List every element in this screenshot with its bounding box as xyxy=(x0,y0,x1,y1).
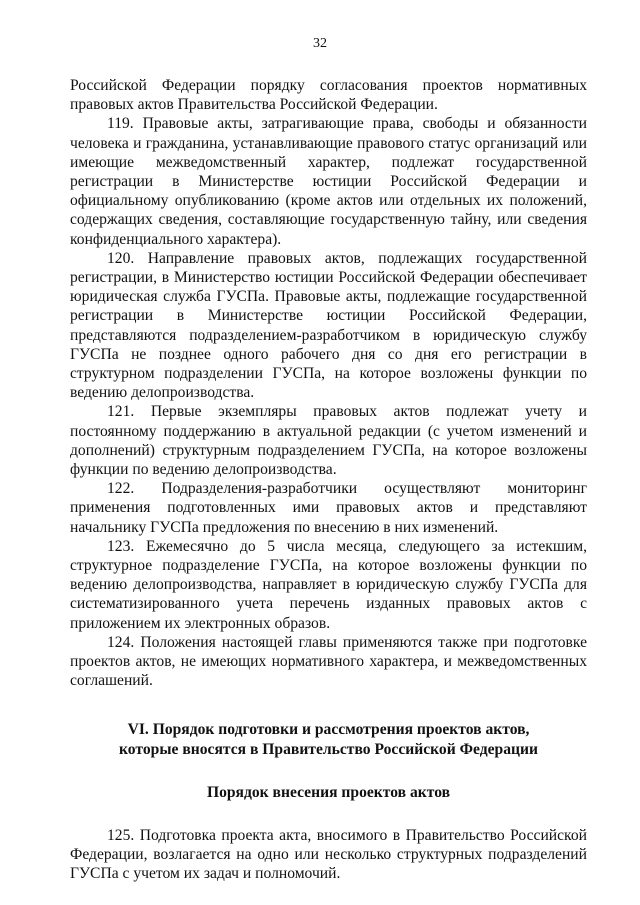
section-heading xyxy=(70,720,587,760)
paragraph-continuation: Российской Федерации порядку согласования проектов нормативных правовых актов Правительства Российской Федерации. xyxy=(70,77,587,114)
paragraph-120: 120. Направление правовых актов, подлежащих государственной регистрации, в Министерство юстиции Российской Федерации обеспечивает юридическая служба ГУСПа. Правовые акты, подлежащие государственной регистрации в Министерстве юстиции Российской Федерации, представляются подразделением-разработчиком в юридическую службу ГУСПа не позднее одного рабочего дня со дня его регистрации в структурном подразделении ГУСПа, на которое возложены функции по ведению делопроизводства. xyxy=(70,249,587,402)
page-number: 32 xyxy=(313,36,327,51)
paragraph-119: 119. Правовые акты, затрагивающие права, свободы и обязанности человека и гражданина, устанавливающие правового статус организаций или имеющие межведомственный характер, подлежат государственной регистрации в Министерстве юстиции Российской Федерации и официальному опубликованию (кроме актов или отдельных их положений, содержащих сведения, составляющие государственную тайну, или сведения конфиденциального характера). xyxy=(70,115,587,248)
paragraph-123: 123. Ежемесячно до 5 числа месяца, следующего за истекшим, структурное подразделение ГУСПа, на которое возложены функции по ведению делопроизводства, направляет в юридическую службу ГУСПа для систематизированного учета перечень изданных правовых актов с приложением их электронных образов. xyxy=(70,537,587,632)
paragraph-124: 124. Положения настоящей главы применяются также при подготовке проектов актов, не имеющих нормативного характера, и межведомственных соглашений. xyxy=(70,633,587,690)
paragraph-122: 122. Подразделения-разработчики осуществляют мониторинг применения подготовленных ими правовых актов и представляют начальнику ГУСПа предложения по внесению в них изменений. xyxy=(70,480,587,536)
section-heading-line-2: которые вносятся в Правительство Российской Федерации xyxy=(119,740,538,758)
page-content xyxy=(70,76,587,883)
section-heading-line-1: VI. Порядок подготовки и рассмотрения проектов актов, xyxy=(127,720,530,738)
subsection-heading: Порядок внесения проектов актов xyxy=(206,783,451,801)
paragraph-121: 121. Первые экземпляры правовых актов подлежат учету и постоянному поддержанию в актуальной редакции (с учетом изменений и дополнений) структурным подразделением ГУСПа, на которое возложены функции по ведению делопроизводства. xyxy=(70,403,587,479)
paragraph-125: 125. Подготовка проекта акта, вносимого в Правительство Российской Федерации, возлагается на одно или несколько структурных подразделений ГУСПа с учетом их задач и полномочий. xyxy=(70,826,587,882)
